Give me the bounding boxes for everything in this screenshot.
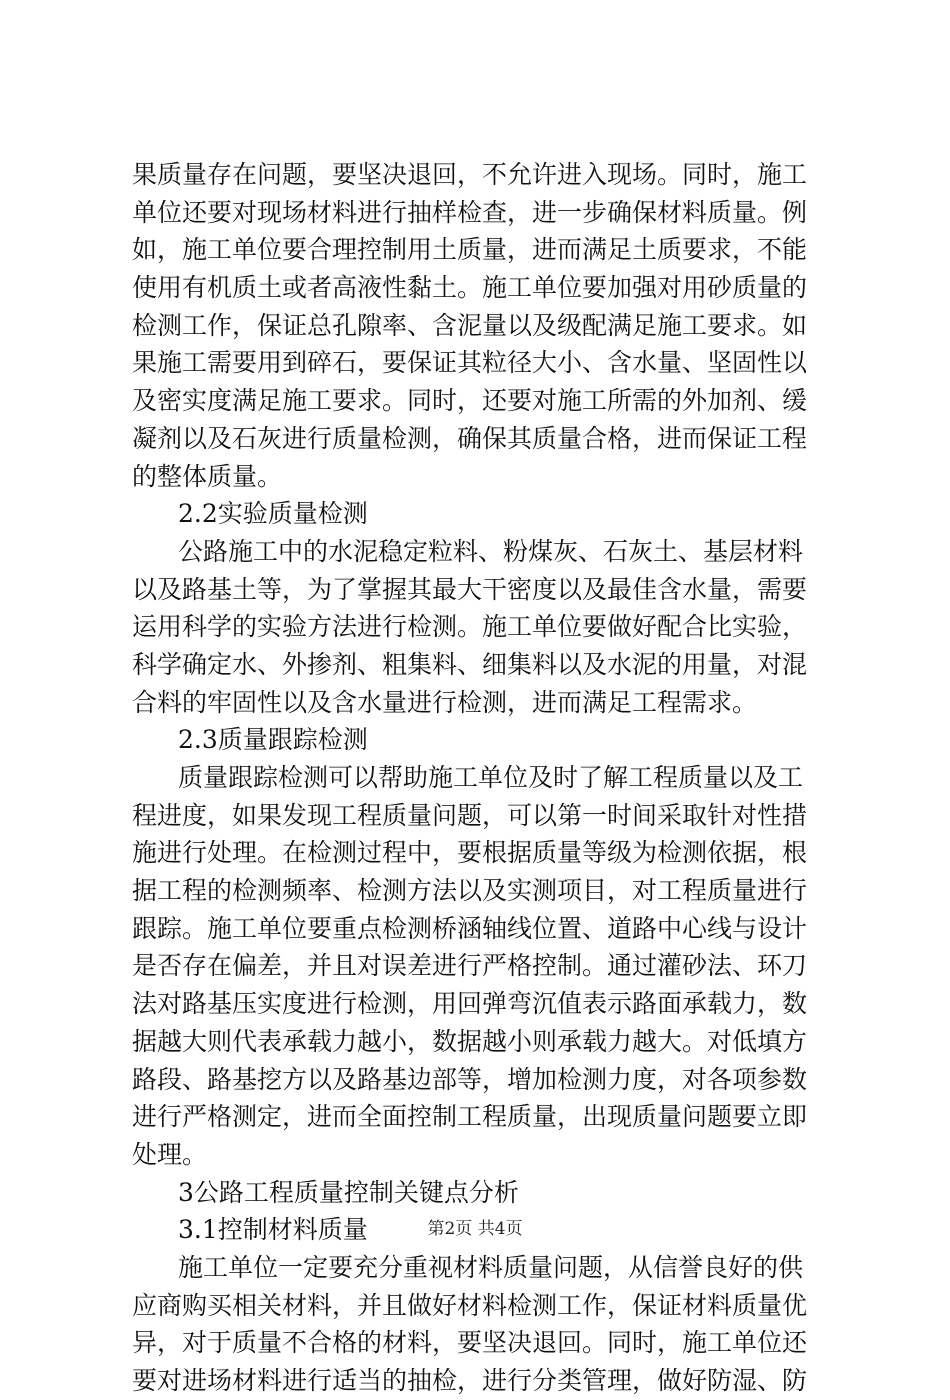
text-line: 应商购买相关材料，并且做好材料检测工作，保证材料质量优: [132, 1290, 808, 1320]
text-line: 异，对于质量不合格的材料，要坚决退回。同时，施工单位还: [132, 1328, 808, 1358]
text-line: 使用有机质土或者高液性黏土。施工单位要加强对用砂质量的: [132, 273, 808, 303]
text-line: 进行严格测定，进而全面控制工程质量，出现质量问题要立即: [132, 1102, 808, 1132]
text-line: 据越大则代表承载力越小，数据越小则承载力越大。对低填方: [132, 1026, 808, 1056]
text-line: 据工程的检测频率、检测方法以及实测项目，对工程质量进行: [132, 876, 808, 906]
text-line: 单位还要对现场材料进行抽样检查，进一步确保材料质量。例: [132, 197, 808, 227]
text-line: 科学确定水、外掺剂、粗集料、细集料以及水泥的用量，对混: [132, 649, 808, 679]
text-line: 凝剂以及石灰进行质量检测，确保其质量合格，进而保证工程: [132, 423, 808, 453]
text-line: 施工单位一定要充分重视材料质量问题，从信誉良好的供: [178, 1252, 804, 1282]
page-number: 第2页 共4页: [427, 1219, 523, 1239]
text-line: 处理。: [132, 1139, 208, 1169]
text-line: 程进度，如果发现工程质量问题，可以第一时间采取针对性措: [132, 800, 808, 830]
text-line: 检测工作，保证总孔隙率、含泥量以及级配满足施工要求。如: [132, 310, 808, 340]
page-footer: [0, 1214, 950, 1239]
text-line: 是否存在偏差，并且对误差进行严格控制。通过灌砂法、环刀: [132, 951, 808, 981]
text-line: 果施工需要用到碎石，要保证其粒径大小、含水量、坚固性以: [132, 348, 808, 378]
text-line: 公路施工中的水泥稳定粒料、粉煤灰、石灰土、基层材料: [178, 536, 804, 566]
text-line: 路段、路基挖方以及路基边部等，增加检测力度，对各项参数: [132, 1064, 808, 1094]
text-line: 如，施工单位要合理控制用土质量，进而满足土质要求，不能: [132, 235, 808, 265]
text-line: 果质量存在问题，要坚决退回，不允许进入现场。同时，施工: [132, 160, 808, 189]
section-heading: 2.3质量跟踪检测: [178, 725, 368, 755]
text-line: 运用科学的实验方法进行检测。施工单位要做好配合比实验，: [132, 612, 808, 642]
text-line: 施进行处理。在检测过程中，要根据质量等级为检测依据，根: [132, 838, 808, 868]
text-line: 跟踪。施工单位要重点检测桥涵轴线位置、道路中心线与设计: [132, 913, 808, 943]
text-line: 及密实度满足施工要求。同时，还要对施工所需的外加剂、缓: [132, 386, 808, 416]
text-line: 质量跟踪检测可以帮助施工单位及时了解工程质量以及工: [178, 763, 804, 792]
text-line: 要对进场材料进行适当的抽检，进行分类管理，做好防湿、防: [132, 1366, 808, 1395]
subsection-heading: 3.1控制材料质量: [178, 1215, 368, 1245]
text-line: 的整体质量。: [132, 461, 283, 491]
section-heading: 2.2实验质量检测: [178, 499, 368, 529]
section-heading: 3公路工程质量控制关键点分析: [178, 1177, 519, 1207]
text-line: 法对路基压实度进行检测，用回弹弯沉值表示路面承载力，数: [132, 989, 808, 1019]
text-line: 合料的牢固性以及含水量进行检测，进而满足工程需求。: [132, 687, 758, 717]
text-line: 以及路基土等，为了掌握其最大干密度以及最佳含水量，需要: [132, 574, 808, 604]
